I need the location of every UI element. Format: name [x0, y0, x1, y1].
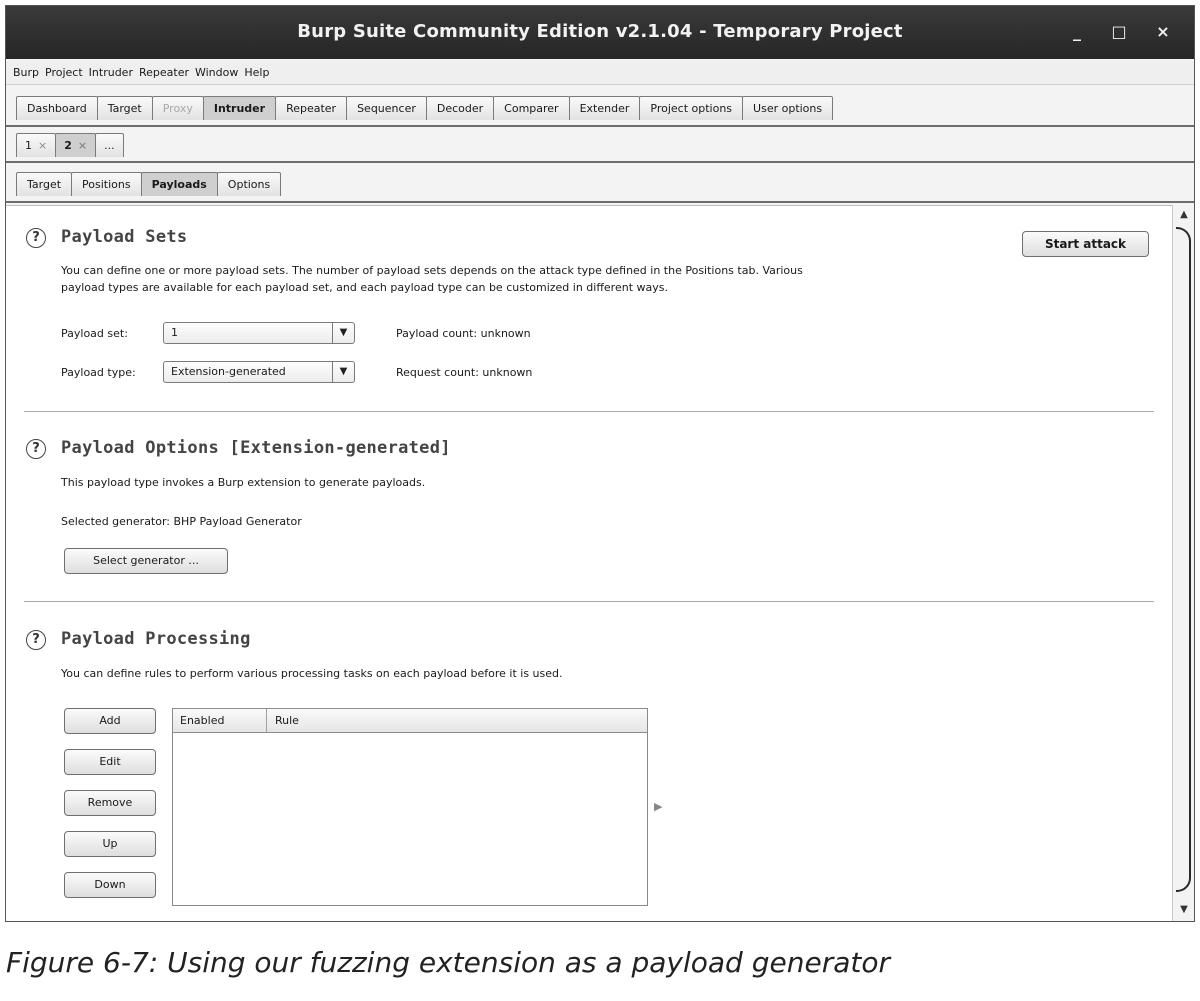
payload-set-select[interactable] [163, 322, 355, 344]
payload-processing-description: You can define rules to perform various processing tasks on each payload before it is used. [61, 667, 563, 680]
tab-user-options[interactable]: User options [742, 96, 833, 120]
menu-project[interactable]: Project [45, 66, 83, 79]
tab-dashboard[interactable]: Dashboard [16, 96, 98, 120]
request-count-value: unknown [482, 366, 533, 379]
section-divider [24, 411, 1154, 412]
figure-caption: Figure 6-7: Using our fuzzing extension as a payload generator [6, 946, 890, 979]
subtab-positions[interactable]: Positions [71, 172, 142, 196]
start-attack-button[interactable]: Start attack [1022, 231, 1149, 257]
tab-intruder[interactable]: Intruder [203, 96, 276, 120]
tab-sequencer[interactable]: Sequencer [346, 96, 427, 120]
tab-project-options[interactable]: Project options [639, 96, 743, 120]
payload-sets-description-1: You can define one or more payload sets. The number of payload sets depends on the attack type defined in the Positions tab. Various [61, 264, 803, 277]
payload-count [396, 325, 531, 342]
attack-tab-2[interactable] [55, 133, 96, 157]
request-count [396, 364, 532, 381]
payload-type-value: Extension-generated [171, 365, 286, 378]
payload-type-label: Payload type: [61, 366, 136, 379]
payload-options-description: This payload type invokes a Burp extension to generate payloads. [61, 476, 426, 489]
expand-arrow-icon[interactable]: ▶ [654, 800, 663, 813]
section-divider [24, 601, 1154, 602]
attack-tab-bar [6, 133, 1194, 163]
close-tab-icon[interactable]: × [38, 139, 48, 152]
tab-proxy[interactable]: Proxy [152, 96, 204, 120]
window-title: Burp Suite Community Edition v2.1.04 - Temporary Project [297, 21, 903, 42]
payload-count-label: Payload count: [396, 327, 478, 340]
new-attack-tab[interactable]: ... [95, 133, 124, 157]
menu-intruder[interactable]: Intruder [88, 66, 133, 79]
close-tab-icon[interactable]: × [77, 139, 88, 152]
tab-repeater[interactable]: Repeater [275, 96, 347, 120]
attack-tab-label: 2 [64, 139, 72, 152]
payload-processing-title: Payload Processing [61, 629, 251, 649]
scrollbar-thumb[interactable] [1176, 227, 1191, 892]
menu-window[interactable]: Window [194, 66, 239, 79]
column-rule[interactable]: Rule [275, 714, 299, 727]
chevron-down-icon: ▼ [332, 323, 354, 343]
selected-generator-label: Selected generator: [61, 515, 171, 528]
payload-set-value: 1 [171, 326, 178, 339]
move-up-button[interactable]: Up [64, 831, 156, 857]
maximize-button[interactable]: □ [1111, 22, 1127, 41]
payload-type-select[interactable] [163, 361, 355, 383]
help-icon[interactable]: ? [26, 439, 46, 459]
remove-rule-button[interactable]: Remove [64, 790, 156, 816]
payloads-panel [6, 205, 1172, 921]
help-icon[interactable]: ? [26, 630, 46, 650]
subtab-payloads[interactable]: Payloads [141, 172, 218, 196]
request-count-label: Request count: [396, 366, 479, 379]
table-header [173, 709, 647, 733]
attack-tab-1[interactable] [16, 133, 56, 157]
menu-burp[interactable]: Burp [13, 66, 40, 79]
minimize-button[interactable]: _ [1073, 22, 1081, 41]
tab-extender[interactable]: Extender [569, 96, 641, 120]
main-tab-bar [6, 96, 1194, 127]
tab-comparer[interactable]: Comparer [493, 96, 569, 120]
help-icon[interactable]: ? [26, 228, 46, 248]
chevron-down-icon: ▼ [332, 362, 354, 382]
subtab-target[interactable]: Target [16, 172, 72, 196]
tab-target[interactable]: Target [97, 96, 153, 120]
column-enabled[interactable]: Enabled [173, 709, 267, 733]
burp-window [5, 5, 1195, 922]
add-rule-button[interactable]: Add [64, 708, 156, 734]
menu-bar [6, 61, 1194, 85]
payload-sets-title: Payload Sets [61, 227, 188, 247]
scroll-down-arrow-icon[interactable]: ▼ [1180, 904, 1188, 915]
move-down-button[interactable]: Down [64, 872, 156, 898]
processing-rules-table[interactable] [172, 708, 648, 906]
scroll-up-arrow-icon[interactable]: ▲ [1180, 209, 1188, 220]
menu-repeater[interactable]: Repeater [138, 66, 189, 79]
menu-help[interactable]: Help [244, 66, 270, 79]
subtab-options[interactable]: Options [217, 172, 281, 196]
payload-sets-description-2: payload types are available for each payload set, and each payload type can be customized in different ways. [61, 281, 668, 294]
select-generator-button[interactable]: Select generator ... [64, 548, 228, 574]
attack-tab-label: 1 [25, 139, 32, 152]
title-bar [6, 6, 1194, 59]
payload-set-label: Payload set: [61, 327, 128, 340]
tab-decoder[interactable]: Decoder [426, 96, 494, 120]
vertical-scrollbar[interactable] [1172, 205, 1194, 921]
intruder-sub-tab-bar [6, 172, 1194, 203]
close-button[interactable]: × [1156, 22, 1170, 41]
payload-options-title: Payload Options [Extension-generated] [61, 438, 451, 458]
payload-count-value: unknown [480, 327, 531, 340]
selected-generator-value: BHP Payload Generator [173, 515, 302, 528]
selected-generator [61, 513, 302, 530]
edit-rule-button[interactable]: Edit [64, 749, 156, 775]
